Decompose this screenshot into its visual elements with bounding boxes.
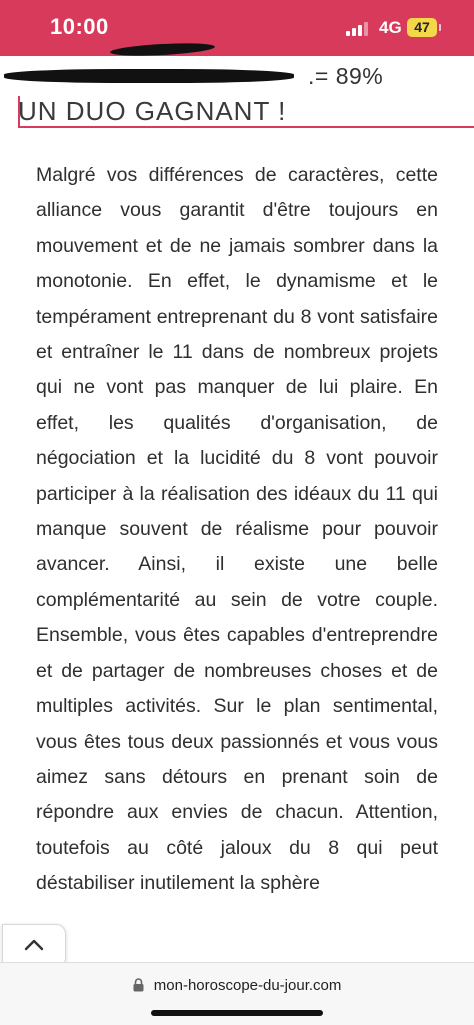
status-time: 10:00 [50,14,109,39]
lock-icon [133,978,144,992]
section-title: UN DUO GAGNANT ! [18,96,287,126]
signal-icon [346,22,370,36]
status-bar [0,0,474,56]
network-label: 4G [379,18,402,37]
home-indicator [151,1010,323,1016]
battery-icon [407,18,437,37]
article-paragraph: Malgré vos différences de caractères, cette alliance vous garantit d'être toujours en mouvement et de ne jamais sombrer dans la monotonie. En effet, le dynamisme et le tempérament entreprenant du 8 vont satisfaire et entraîner le 11 dans de nombreux projets qui ne vont pas manquer de lui plaire. En effet, les qualités d'organisation, de négociation et la lucidité du 8 vont pouvoir participer à la réalisation des idéaux du 11 qui manque souvent de réalisme pour pouvoir avancer. Ainsi, il existe une belle complémentarité au sein de votre couple. Ensemble, vous êtes capables d'entreprendre et de partager de nombreuses choses et de multiples activités. Sur le plan sentimental, vous êtes tous deux passionnés et vous vous aimez sans détours en prenant soin de répondre aux envies de chacun. Attention, toutefois au côté jaloux du 8 qui peut déstabiliser inutilement la sphère [36,164,438,895]
redaction-mark [4,69,294,83]
chevron-up-icon [24,938,44,952]
partial-text-line: .= 89% [308,63,384,89]
url-text[interactable]: mon-horoscope-du-jour.com [153,977,342,994]
title-underline [18,126,474,128]
battery-level: 47 [414,19,430,35]
